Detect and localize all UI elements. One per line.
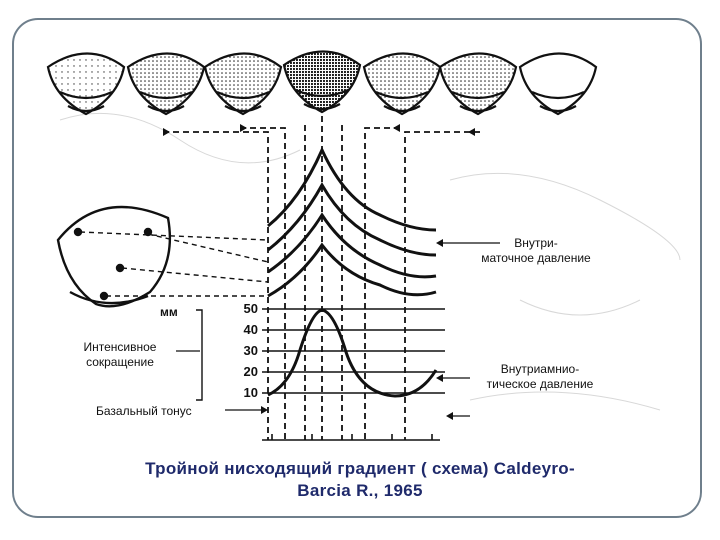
intrauterine-pressure-label bbox=[456, 236, 616, 266]
intense-contraction-line2: сокращение bbox=[86, 355, 154, 369]
scale-tick-50: 50 bbox=[243, 301, 258, 316]
uterus-stage-1 bbox=[48, 54, 124, 115]
uterus-stage-2 bbox=[128, 54, 204, 115]
uterus-stage-4-peak bbox=[284, 52, 360, 113]
scale-tick-10: 10 bbox=[243, 385, 258, 400]
uterus-sequence bbox=[48, 52, 596, 115]
uterus-stage-7 bbox=[520, 54, 596, 115]
guide-arrowheads bbox=[163, 124, 475, 136]
caption-line1: Тройной нисходящий градиент ( схема) Caldeyro- bbox=[145, 459, 575, 478]
time-axis bbox=[262, 434, 440, 440]
uterus-stage-5 bbox=[364, 54, 440, 115]
intrauterine-pressure-line2: маточное давление bbox=[481, 251, 591, 265]
caption-line2: Barcia R., 1965 bbox=[297, 481, 423, 500]
pressure-curve-1 bbox=[268, 150, 436, 230]
intense-contraction-label bbox=[60, 340, 180, 370]
scale-tick-20: 20 bbox=[243, 364, 258, 379]
slide-caption bbox=[40, 458, 680, 502]
uterus-stage-6 bbox=[440, 54, 516, 115]
scale-tick-30: 30 bbox=[243, 343, 258, 358]
dashed-guides bbox=[163, 116, 480, 440]
uterus-large bbox=[58, 207, 170, 306]
intrauterine-pressure-line1: Внутри- bbox=[514, 236, 558, 250]
uterus-stage-3 bbox=[205, 54, 281, 115]
intense-contraction-line1: Интенсивное bbox=[83, 340, 157, 354]
intraamniotic-curve bbox=[268, 310, 436, 396]
intraamniotic-pressure-line1: Внутриамнио- bbox=[500, 362, 580, 376]
intraamniotic-pressure-label bbox=[460, 362, 620, 392]
basal-tone-label: Базальный тонус bbox=[96, 404, 192, 418]
scale-unit: мм bbox=[160, 305, 178, 319]
intrauterine-curves bbox=[268, 150, 436, 296]
scale-tick-40: 40 bbox=[243, 322, 258, 337]
intraamniotic-pressure-line2: тическое давление bbox=[486, 377, 594, 391]
